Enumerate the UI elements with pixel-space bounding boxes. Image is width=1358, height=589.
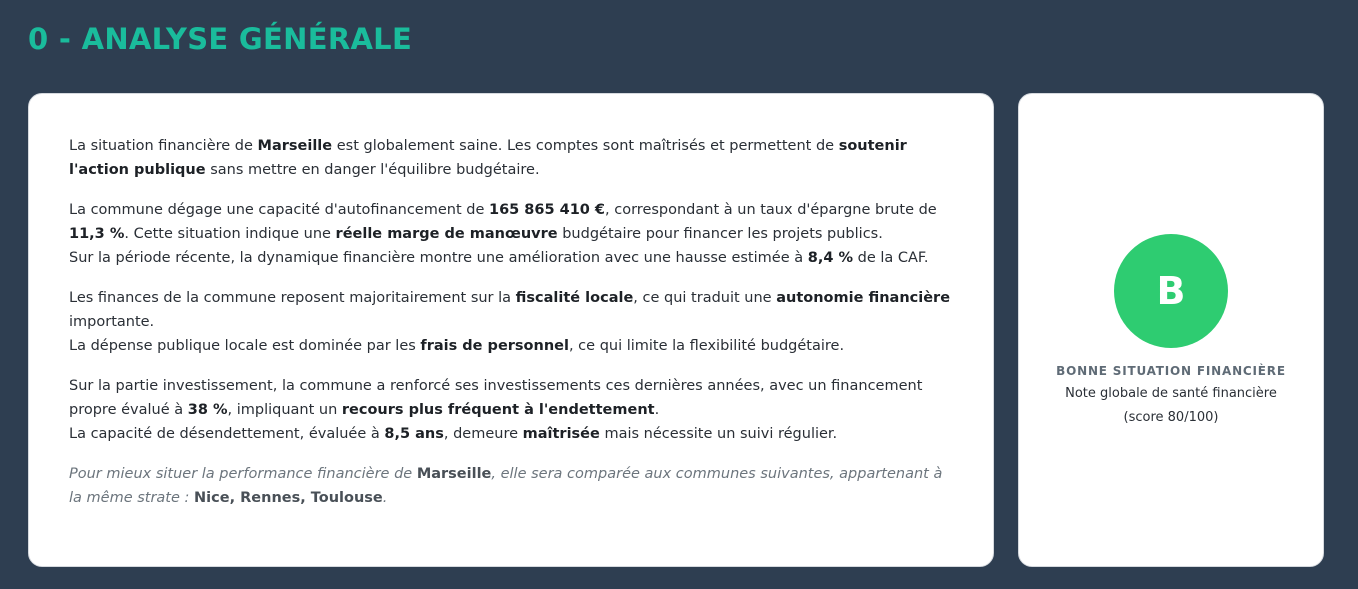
highlight: soutenir l'action publique [69, 138, 907, 178]
city-name: Marseille [257, 138, 333, 154]
highlight: frais de personnel [420, 338, 569, 354]
debt-capacity: 8,5 ans [384, 426, 444, 442]
text: sans mettre en danger l'équilibre budgétaire. [205, 162, 540, 178]
text: Les finances de la commune reposent majoritairement sur la [69, 290, 516, 306]
highlight: maîtrisée [522, 426, 600, 442]
text: , impliquant un [227, 402, 342, 418]
text: . [382, 490, 388, 506]
text: est globalement saine. Les comptes sont maîtrisés et permettent de [332, 138, 839, 154]
text: budgétaire pour financer les projets publics. [557, 226, 883, 242]
grade-label: BONNE SITUATION FINANCIÈRE [1056, 364, 1286, 378]
text: Sur la période récente, la dynamique financière montre une amélioration avec une hausse estimée à [69, 250, 808, 266]
text: , elle sera comparée aux communes suivantes, appartenant à la même strate : [69, 466, 943, 506]
score-block [1019, 234, 1323, 430]
text: de la CAF. [853, 250, 929, 266]
caf-growth: 8,4 % [807, 250, 853, 266]
text: La situation financière de [69, 138, 258, 154]
score-card [1018, 93, 1324, 567]
highlight: fiscalité locale [515, 290, 634, 306]
paragraph-investment [69, 374, 953, 446]
city-name: Marseille [416, 466, 492, 482]
text: La commune dégage une capacité d'autofinancement de [69, 202, 489, 218]
text: . Cette situation indique une [124, 226, 336, 242]
savings-rate: 11,3 % [69, 226, 125, 242]
grade-badge: B [1114, 234, 1228, 348]
caf-amount: 165 865 410 € [488, 202, 606, 218]
paragraph-comparison [69, 462, 953, 510]
highlight: recours plus fréquent à l'endettement [341, 402, 655, 418]
highlight: réelle marge de manœuvre [335, 226, 558, 242]
paragraph-summary [69, 134, 953, 182]
text: La capacité de désendettement, évaluée à [69, 426, 385, 442]
paragraph-caf [69, 198, 953, 270]
text: , demeure [443, 426, 523, 442]
self-financing-rate: 38 % [187, 402, 228, 418]
page-title: 0 - ANALYSE GÉNÉRALE [28, 22, 413, 56]
text: Sur la partie investissement, la commune a renforcé ses investissements ces dernières années, avec un financement propre évalué à [69, 378, 923, 418]
grade-description: Note globale de santé financière (score 80/100) [1065, 386, 1277, 425]
text: La dépense publique locale est dominée par les [69, 338, 421, 354]
highlight: autonomie financière [776, 290, 951, 306]
text: importante. [69, 314, 155, 330]
text: , ce qui limite la flexibilité budgétaire. [568, 338, 845, 354]
comparison-cities: Nice, Rennes, Toulouse [194, 490, 383, 506]
text: mais nécessite un suivi régulier. [599, 426, 838, 442]
text: Pour mieux situer la performance financière de [69, 466, 417, 482]
text: . [654, 402, 660, 418]
text: , ce qui traduit une [633, 290, 777, 306]
text: , correspondant à un taux d'épargne brute de [605, 202, 937, 218]
analysis-card [28, 93, 994, 567]
paragraph-revenue [69, 286, 953, 358]
